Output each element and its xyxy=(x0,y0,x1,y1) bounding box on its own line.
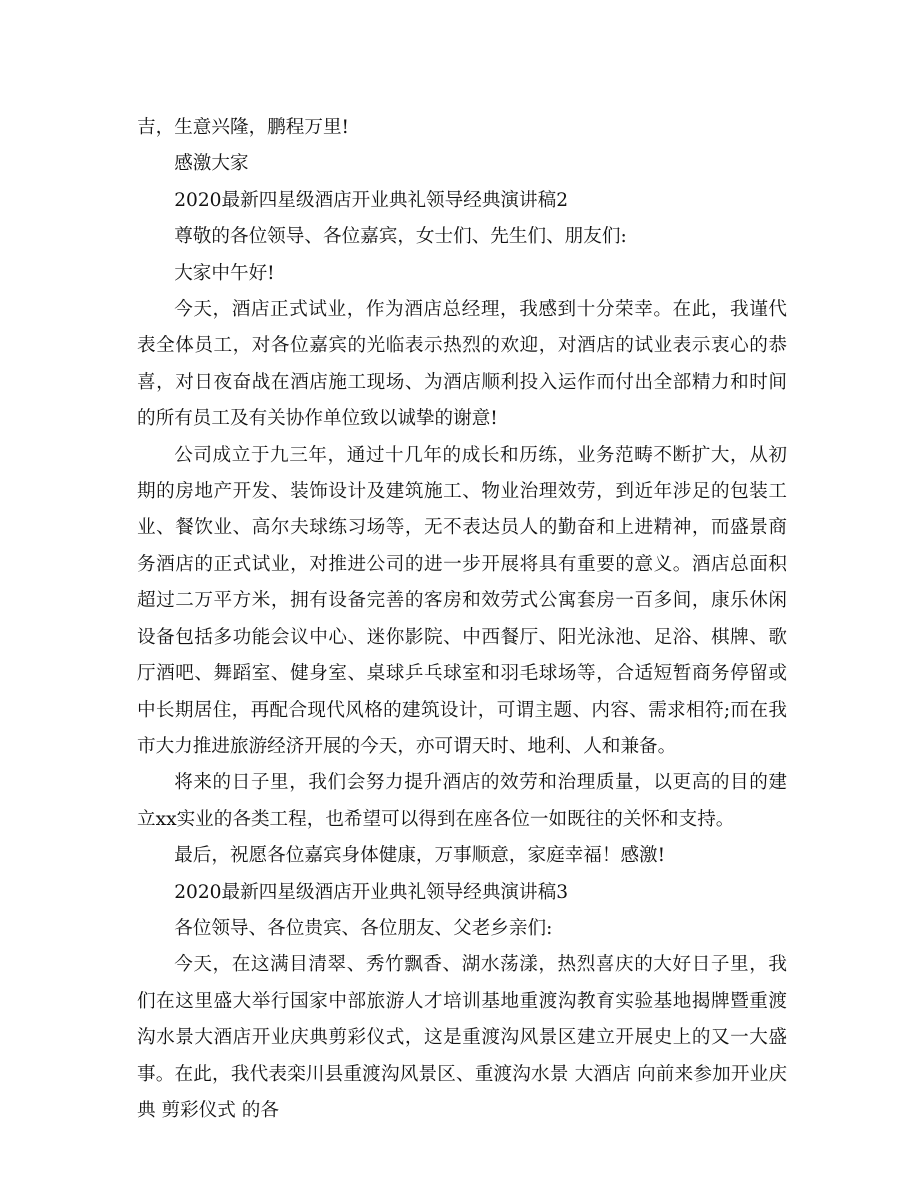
paragraph-closing: 最后，祝愿各位嘉宾身体健康，万事顺意，家庭幸福！感激! xyxy=(174,845,666,867)
paragraph-future: 将来的日子里，我们会努力提升酒店的效劳和治理质量，以更高的目的建立xx实业的各类工程，也希望可以得到在座各位一如既往的关怀和支持。 xyxy=(137,772,787,830)
section-heading-2: 2020最新四星级酒店开业典礼领导经典演讲稿2 xyxy=(174,189,569,211)
section-heading-3: 2020最新四星级酒店开业典礼领导经典演讲稿3 xyxy=(174,881,569,903)
paragraph-ceremony: 今天，在这满目清翠、秀竹飘香、湖水荡漾，热烈喜庆的大好日子里，我们在这里盛大举行国家中部旅游人才培训基地重渡沟教育实验基地揭牌暨重渡沟水景大酒店开业庆典剪彩仪式，这是重渡沟风景区建立开展史上的又一大盛事。在此，我代表栾川县重渡沟风景区、重渡沟水景 大酒店 向前来参加开业庆典 剪彩仪式 的各 xyxy=(137,954,787,1121)
paragraph-salutation: 尊敬的各位领导、各位嘉宾，女士们、先生们、朋友们: xyxy=(174,226,627,248)
paragraph-greeting: 大家中午好! xyxy=(174,262,275,284)
paragraph-salutation-3: 各位领导、各位贵宾、各位朋友、父老乡亲们: xyxy=(174,917,553,939)
document-body xyxy=(137,110,787,1129)
paragraph-thanks: 感激大家 xyxy=(174,153,249,175)
paragraph-continuation: 吉，生意兴隆，鹏程万里! xyxy=(137,117,350,138)
paragraph-opening: 今天，酒店正式试业，作为酒店总经理，我感到十分荣幸。在此，我谨代表全体员工，对各位嘉宾的光临表示热烈的欢迎，对酒店的试业表示衷心的恭喜，对日夜奋战在酒店施工现场、为酒店顺利投入运作而付出全部精力和时间的所有员工及有关协作单位致以诚挚的谢意! xyxy=(137,299,787,430)
paragraph-company: 公司成立于九三年，通过十几年的成长和历练，业务范畴不断扩大，从初期的房地产开发、装饰设计及建筑施工、物业治理效劳，到近年涉足的包装工业、餐饮业、高尔夫球练习场等，无不表达员人的勤奋和上进精神，而盛景商务酒店的正式试业，对推进公司的进一步开展将具有重要的意义。酒店总面积超过二万平方米，拥有设备完善的客房和效劳式公寓套房一百多间，康乐休闲设备包括多功能会议中心、迷你影院、中西餐厅、阳光泳池、足浴、棋牌、歌厅酒吧、舞蹈室、健身室、桌球乒乓球室和羽毛球场等，合适短暂商务停留或中长期居住，再配合现代风格的建筑设计，可谓主题、内容、需求相符;而在我市大力推进旅游经济开展的今天，亦可谓天时、地利、人和兼备。 xyxy=(137,444,787,757)
